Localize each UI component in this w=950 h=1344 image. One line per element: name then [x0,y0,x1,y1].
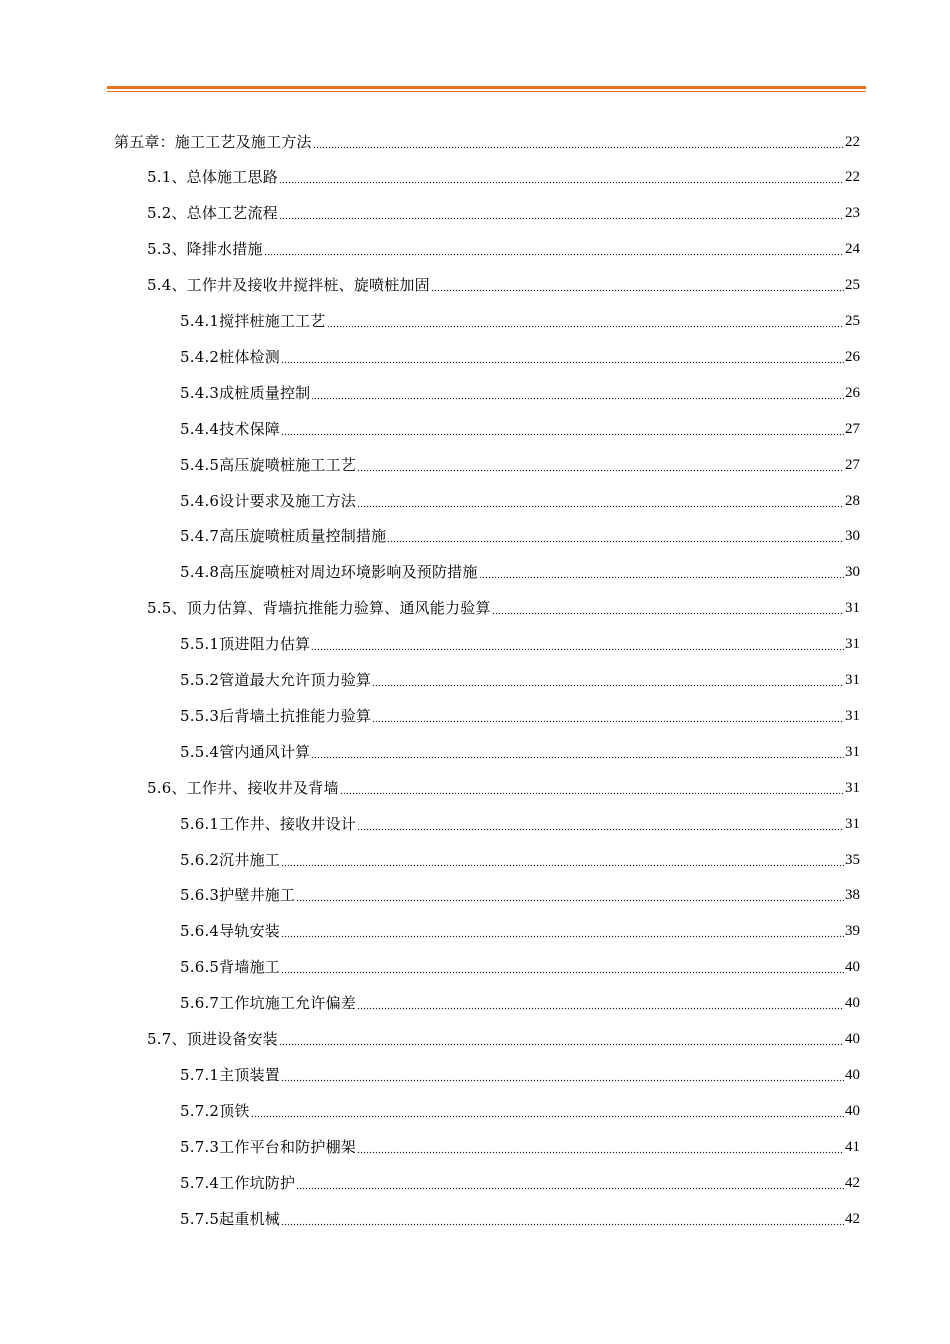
toc-entry-page-number: 31 [845,672,860,688]
toc-entry-title: 5.3、降排水措施 [147,240,263,259]
toc-dot-leader [251,1104,844,1119]
toc-entry[interactable] [180,1093,860,1129]
toc-entry-page-number: 27 [845,456,860,473]
toc-dot-leader [313,135,844,150]
toc-entry-page-number: 26 [845,384,860,401]
toc-entry[interactable] [180,555,860,591]
toc-dot-leader [387,529,844,544]
toc-dot-leader [281,422,844,437]
toc-entry-title: 5.1、总体施工思路 [147,168,278,187]
toc-entry[interactable] [180,304,860,340]
toc-entry-title: 5.5、顶力估算、背墙抗推能力验算、通风能力验算 [147,599,491,618]
toc-entry[interactable] [147,1022,860,1058]
toc-entry[interactable] [147,160,860,196]
toc-dot-leader [281,853,844,868]
toc-entry[interactable] [180,698,860,734]
toc-entry-page-number: 27 [845,420,860,437]
toc-dot-leader [281,924,844,939]
toc-entry-title: 5.6、工作井、接收井及背墙 [147,778,339,797]
toc-dot-leader [296,888,844,903]
toc-dot-leader [492,601,844,616]
toc-entry[interactable] [180,483,860,519]
toc-dot-leader [479,565,844,580]
toc-entry[interactable] [114,124,860,160]
toc-entry[interactable] [180,1201,860,1237]
toc-entry-page-number: 41 [845,1138,860,1155]
toc-entry-page-number: 40 [845,959,860,976]
toc-entry-title: 5.6.1工作井、接收井设计 [180,814,356,833]
toc-entry-page-number: 40 [845,1066,860,1083]
toc-entry-page-number: 28 [845,492,860,509]
toc-dot-leader [357,996,844,1011]
toc-entry-title: 5.6.7工作坑施工允许偏差 [180,994,356,1013]
toc-entry-title: 5.6.2沉井施工 [180,850,280,869]
toc-dot-leader [357,1140,844,1155]
toc-entry-page-number: 22 [845,169,860,186]
toc-entry-title: 5.6.5背墙施工 [180,958,280,977]
toc-entry[interactable] [180,519,860,555]
toc-entry-title: 5.7.2顶铁 [180,1101,250,1120]
toc-dot-leader [281,960,844,975]
toc-entry-title: 5.4.7高压旋喷桩质量控制措施 [180,527,387,546]
toc-entry-title: 5.7.5起重机械 [180,1209,280,1228]
toc-dot-leader [281,1068,844,1083]
toc-entry[interactable] [147,770,860,806]
toc-dot-leader [431,278,844,293]
toc-dot-leader [264,242,844,257]
toc-entry[interactable] [180,1129,860,1165]
toc-entry-page-number: 42 [845,1174,860,1191]
toc-dot-leader [279,1032,844,1047]
toc-entry[interactable] [180,627,860,663]
toc-entry[interactable] [180,375,860,411]
toc-entry-title: 5.6.3护壁井施工 [180,886,296,905]
toc-entry-page-number: 26 [845,348,860,365]
toc-entry-page-number: 31 [845,600,860,617]
toc-entry-title: 5.5.3后背墙土抗推能力验算 [180,706,372,725]
toc-entry-page-number: 42 [845,1210,860,1227]
toc-entry-title: 5.4.3成桩质量控制 [180,383,311,402]
toc-entry-title: 5.6.4导轨安装 [180,922,280,941]
toc-dot-leader [279,206,844,221]
toc-entry-title: 5.7.4工作坑防护 [180,1173,296,1192]
toc-entry[interactable] [180,339,860,375]
toc-entry-page-number: 25 [845,313,860,329]
toc-entry-page-number: 22 [845,133,860,150]
header-rule-thin [107,91,866,92]
toc-dot-leader [311,637,844,652]
header-rule-thick [107,86,866,89]
toc-entry-title: 第五章：施工工艺及施工方法 [114,132,312,151]
toc-entry[interactable] [180,411,860,447]
toc-dot-leader [327,314,844,329]
toc-dot-leader [357,817,844,832]
toc-entry[interactable] [180,950,860,986]
toc-entry-page-number: 31 [845,636,860,653]
toc-entry[interactable] [180,447,860,483]
toc-dot-leader [281,1212,844,1227]
toc-entry[interactable] [180,878,860,914]
toc-entry-page-number: 38 [845,887,860,904]
toc-entry[interactable] [180,1165,860,1201]
toc-entry-page-number: 31 [845,779,860,796]
toc-entry-title: 5.4.1搅拌桩施工工艺 [180,312,326,330]
toc-entry[interactable] [147,196,860,232]
toc-entry[interactable] [147,232,860,268]
toc-entry[interactable] [180,806,860,842]
toc-entry-title: 5.7.1主顶装置 [180,1065,280,1084]
toc-entry-page-number: 30 [845,528,860,545]
toc-entry-page-number: 31 [845,815,860,832]
toc-dot-leader [357,494,844,509]
toc-entry[interactable] [180,986,860,1022]
toc-dot-leader [279,170,844,185]
toc-dot-leader [357,458,844,473]
toc-entry-title: 5.4.5高压旋喷桩施工工艺 [180,455,356,474]
toc-entry-title: 5.5.2管道最大允许顶力验算 [180,671,372,689]
toc-entry-page-number: 23 [845,205,860,222]
toc-entry-page-number: 35 [845,851,860,868]
toc-dot-leader [296,1176,844,1191]
toc-dot-leader [372,709,844,724]
toc-entry-title: 5.7、顶进设备安装 [147,1030,278,1048]
toc-entry-page-number: 40 [845,995,860,1012]
toc-entry[interactable] [180,914,860,950]
toc-entry[interactable] [180,1057,860,1093]
toc-entry-title: 5.4.2桩体检测 [180,347,280,366]
toc-entry-page-number: 40 [845,1031,860,1047]
toc-entry-page-number: 31 [845,743,860,760]
toc-entry-title: 5.5.1顶进阻力估算 [180,635,311,654]
toc-entry[interactable] [180,663,860,699]
toc-entry-title: 5.4.6设计要求及施工方法 [180,491,356,510]
toc-entry[interactable] [180,842,860,878]
toc-dot-leader [340,781,844,796]
toc-dot-leader [311,745,844,760]
toc-entry-page-number: 30 [845,564,860,581]
toc-dot-leader [311,386,844,401]
toc-entry-title: 5.7.3工作平台和防护棚架 [180,1137,356,1156]
toc-entry-page-number: 39 [845,923,860,940]
toc-entry-title: 5.5.4管内通风计算 [180,742,311,761]
toc-entry-title: 5.2、总体工艺流程 [147,204,278,223]
toc-entry-page-number: 40 [845,1102,860,1119]
toc-entry[interactable] [147,268,860,304]
toc-entry[interactable] [180,734,860,770]
toc-entry-page-number: 24 [845,241,860,258]
toc-entry-title: 5.4.8高压旋喷桩对周边环境影响及预防措施 [180,563,478,582]
toc-entry-title: 5.4、工作井及接收井搅拌桩、旋喷桩加固 [147,276,430,295]
toc-dot-leader [372,673,844,688]
toc-entry-title: 5.4.4技术保障 [180,419,280,438]
toc-entry-page-number: 25 [845,277,860,294]
toc-entry[interactable] [147,591,860,627]
toc-dot-leader [281,350,844,365]
toc-entry-page-number: 31 [845,707,860,724]
